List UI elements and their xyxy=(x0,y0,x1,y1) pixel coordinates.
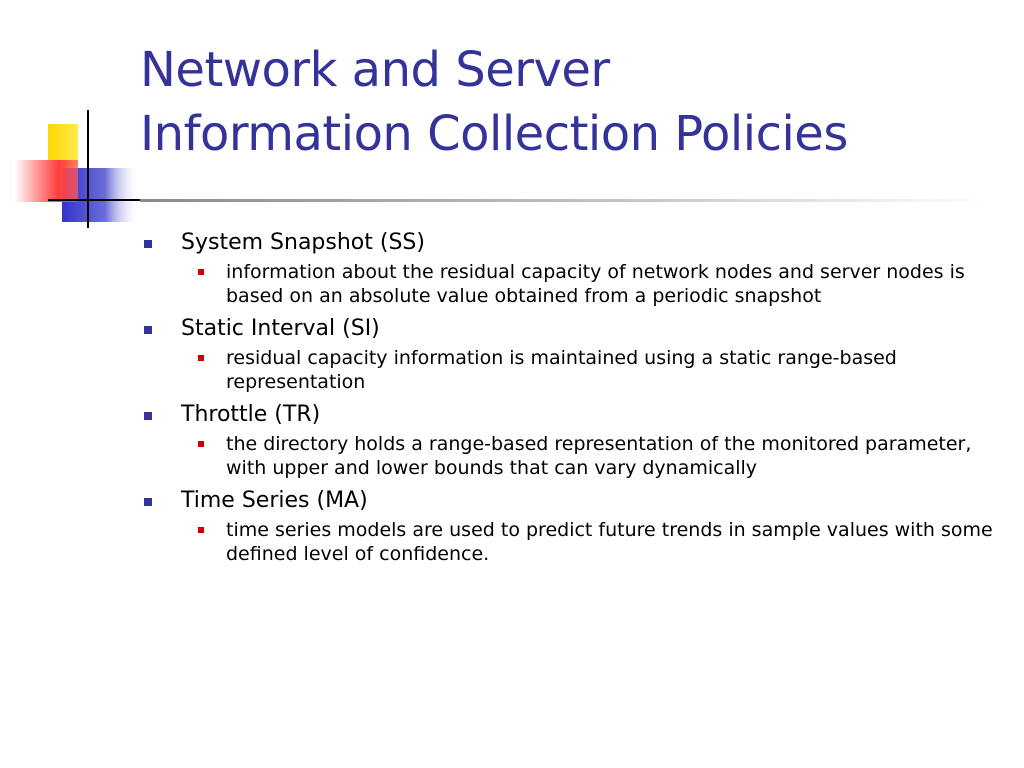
sub-bullet-list xyxy=(181,260,1004,308)
sub-bullet-list xyxy=(181,346,1004,394)
sub-bullet xyxy=(181,260,1004,308)
level2-bullet-marker xyxy=(198,441,204,447)
sub-bullet-text: residual capacity information is maintained using a static range-based representation xyxy=(226,347,897,393)
level1-bullet-marker xyxy=(144,326,152,334)
slide-title-line-1: Network and Server xyxy=(140,42,610,98)
bullet-text: Static Interval (SI) xyxy=(181,316,380,341)
bullet-static-interval xyxy=(144,314,1004,394)
slide-body xyxy=(144,228,1004,566)
level1-bullet-marker xyxy=(144,412,152,420)
bullet-text: System Snapshot (SS) xyxy=(181,230,425,255)
bullet-throttle xyxy=(144,400,1004,480)
decor-yellow-square xyxy=(48,124,78,166)
slide-title xyxy=(140,38,1010,166)
bullet-system-snapshot xyxy=(144,228,1004,308)
level1-bullet-marker xyxy=(144,498,152,506)
title-underline xyxy=(140,199,990,202)
sub-bullet-text: the directory holds a range-based representation of the monitored parameter, with upper and lower bounds that can vary dynamically xyxy=(226,433,972,479)
level1-bullet-marker xyxy=(144,240,152,248)
sub-bullet xyxy=(181,518,1004,566)
sub-bullet-list xyxy=(181,518,1004,566)
level2-bullet-marker xyxy=(198,355,204,361)
decor-red-square xyxy=(14,160,78,202)
sub-bullet-text: information about the residual capacity of network nodes and server nodes is based on an absolute value obtained from a periodic snapshot xyxy=(226,261,965,307)
bullet-text: Throttle (TR) xyxy=(181,402,321,427)
slide-title-line-2: Information Collection Policies xyxy=(140,106,848,162)
bullet-list xyxy=(144,228,1004,566)
sub-bullet-text: time series models are used to predict future trends in sample values with some defined level of confidence. xyxy=(226,519,993,565)
bullet-text: Time Series (MA) xyxy=(181,488,368,513)
sub-bullet xyxy=(181,432,1004,480)
level2-bullet-marker xyxy=(198,527,204,533)
level2-bullet-marker xyxy=(198,269,204,275)
bullet-time-series xyxy=(144,486,1004,566)
sub-bullet xyxy=(181,346,1004,394)
sub-bullet-list xyxy=(181,432,1004,480)
